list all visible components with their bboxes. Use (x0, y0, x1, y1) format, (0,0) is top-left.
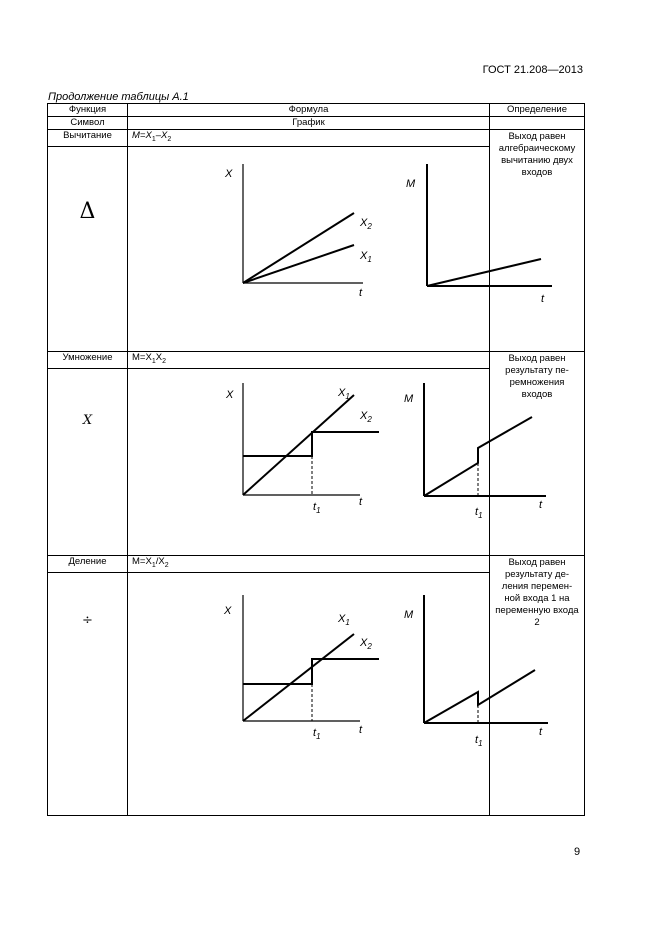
multiply-symbol: X (82, 412, 93, 428)
row-function-subtraction: Вычитание (48, 130, 128, 147)
graph-pair-division (128, 573, 543, 815)
curve-label-x2: $X_2$ (360, 409, 372, 424)
tick-label-t1-right: $t_1$ (475, 505, 483, 520)
axis-label-m: M (404, 608, 414, 621)
axis-label-m: M (406, 177, 416, 190)
curve-label-x1: $X_1$ (338, 386, 350, 401)
row-formula-division: $M=X_1/X_2$ (128, 555, 490, 572)
curve-label-x2: $X_2$ (360, 636, 372, 651)
row-function-division: Деление (48, 555, 128, 572)
tick-label-t1: $t_1$ (313, 500, 321, 515)
row-definition-subtraction: Выход равен алгебраическому вычитанию двух входов (490, 130, 585, 352)
curve-label-x2: $X_2$ (360, 216, 372, 231)
header-definition: Определение (490, 104, 585, 117)
divide-symbol: ÷ (82, 612, 93, 628)
row-symbol-division (48, 572, 128, 815)
graph-pair-multiplication (128, 369, 543, 555)
axis-label-t-right: t (539, 498, 543, 511)
graph-pair-subtraction (128, 147, 545, 351)
header-empty (490, 117, 585, 130)
function-table (47, 103, 585, 816)
axis-label-t: t (359, 286, 363, 299)
row-definition-multiplication: Выход равен результату пе-ремножения входов (490, 351, 585, 555)
header-graph: График (128, 117, 490, 130)
header-symbol: Символ (48, 117, 128, 130)
axis-label-m: M (404, 392, 414, 405)
axis-label-t: t (359, 723, 363, 736)
header-function: Функция (48, 104, 128, 117)
row-graph-division (128, 572, 543, 815)
axis-label-x: X (224, 604, 232, 617)
row-function-multiplication: Умножение (48, 351, 128, 368)
axis-label-t-right: t (539, 725, 543, 738)
axis-label-x: X (226, 388, 234, 401)
row-graph-multiplication (128, 368, 543, 555)
curve-label-x1: $X_1$ (360, 249, 372, 264)
delta-symbol: Δ (79, 198, 96, 224)
page-number: 9 (574, 846, 581, 858)
row-definition-division: Выход равен результату де-ления перемен-ной входа 1 на переменную входа 2 (490, 555, 585, 815)
table-caption: Продолжение таблицы А.1 (48, 91, 189, 103)
tick-label-t1-right: $t_1$ (475, 733, 483, 748)
curve-label-x1: $X_1$ (338, 612, 350, 627)
standard-code: ГОСТ 21.208—2013 (482, 64, 583, 76)
row-symbol-multiplication (48, 368, 128, 555)
tick-label-t1: $t_1$ (313, 726, 321, 741)
row-graph-subtraction (128, 146, 545, 351)
row-symbol-subtraction (48, 146, 128, 351)
axis-label-t-right: t (541, 292, 545, 305)
header-formula: Формула (128, 104, 490, 117)
row-formula-multiplication: $M=X_1X_2$ (128, 351, 490, 368)
axis-label-t: t (359, 495, 363, 508)
row-formula-subtraction: $M=X_1-X_2$ (128, 130, 490, 147)
axis-label-x: X (225, 167, 233, 180)
